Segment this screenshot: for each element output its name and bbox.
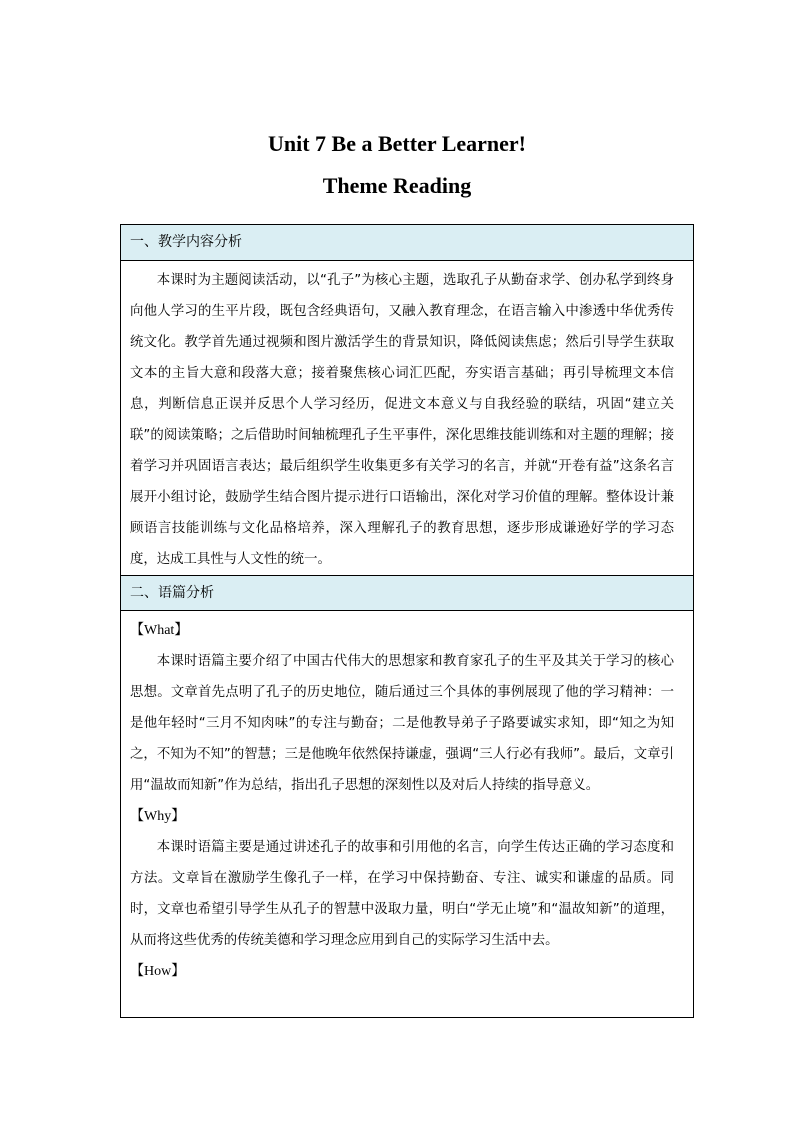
why-paragraph: 本课时语篇主要是通过讲述孔子的故事和引用他的名言，向学生传达正确的学习态度和方法。文章旨在激励学生像孔子一样，在学习中保持勤奋、专注、诚实和谦虚的品质。同时，文章也希望引导学生从孔子的智慧中汲取力量，明白“学无止境”和“温故知新”的道理，从而将这些优秀的传统美德和学习理念应用到自己的实际学习生活中去。 [130, 840, 674, 948]
what-tag: 【What】 [130, 623, 189, 638]
lesson-analysis-table [120, 224, 694, 1018]
section-heading-text-analysis: 二、语篇分析 [121, 575, 693, 611]
what-paragraph: 本课时语篇主要介绍了中国古代伟大的思想家和教育家孔子的生平及其关于学习的核心思想。文章首先点明了孔子的历史地位，随后通过三个具体的事例展现了他的学习精神：一是他年轻时“三月不知肉味”的专注与勤奋；二是他教导弟子子路要诚实求知，即“知之为知之，不知为不知”的智慧；三是他晚年依然保持谦虚，强调“三人行必有我师”。最后，文章引用“温故而知新”作为总结，指出孔子思想的深刻性以及对后人持续的指导意义。 [130, 654, 674, 793]
section-body-content-analysis [121, 261, 693, 575]
section-heading-content-analysis: 一、教学内容分析 [121, 225, 693, 261]
why-tag: 【Why】 [130, 809, 186, 824]
content-analysis-paragraph: 本课时为主题阅读活动，以“孔子”为核心主题，选取孔子从勤奋求学、创办私学到终身向他人学习的生平片段，既包含经典语句，又融入教育理念，在语言输入中渗透中华优秀传统文化。教学首先通过视频和图片激活学生的背景知识，降低阅读焦虑；然后引导学生获取文本的主旨大意和段落大意；接着聚焦核心词汇匹配，夯实语言基础；再引导梳理文本信息，判断信息正误并反思个人学习经历，促进文本意义与自我经验的联结，巩固“建立关联”的阅读策略；之后借助时间轴梳理孔子生平事件，深化思维技能训练和对主题的理解；接着学习并巩固语言表达；最后组织学生收集更多有关学习的名言，并就“开卷有益”这条名言展开小组讨论，鼓励学生结合图片提示进行口语输出，深化对学习价值的理解。整体设计兼顾语言技能训练与文化品格培养，深入理解孔子的教育思想，逐步形成谦逊好学的学习态度，达成工具性与人文性的统一。 [130, 273, 674, 567]
how-tag: 【How】 [130, 964, 186, 979]
document-title: Unit 7 Be a Better Learner! [267, 131, 527, 156]
section-body-text-analysis [121, 611, 693, 987]
document-subtitle: Theme Reading [322, 173, 472, 198]
